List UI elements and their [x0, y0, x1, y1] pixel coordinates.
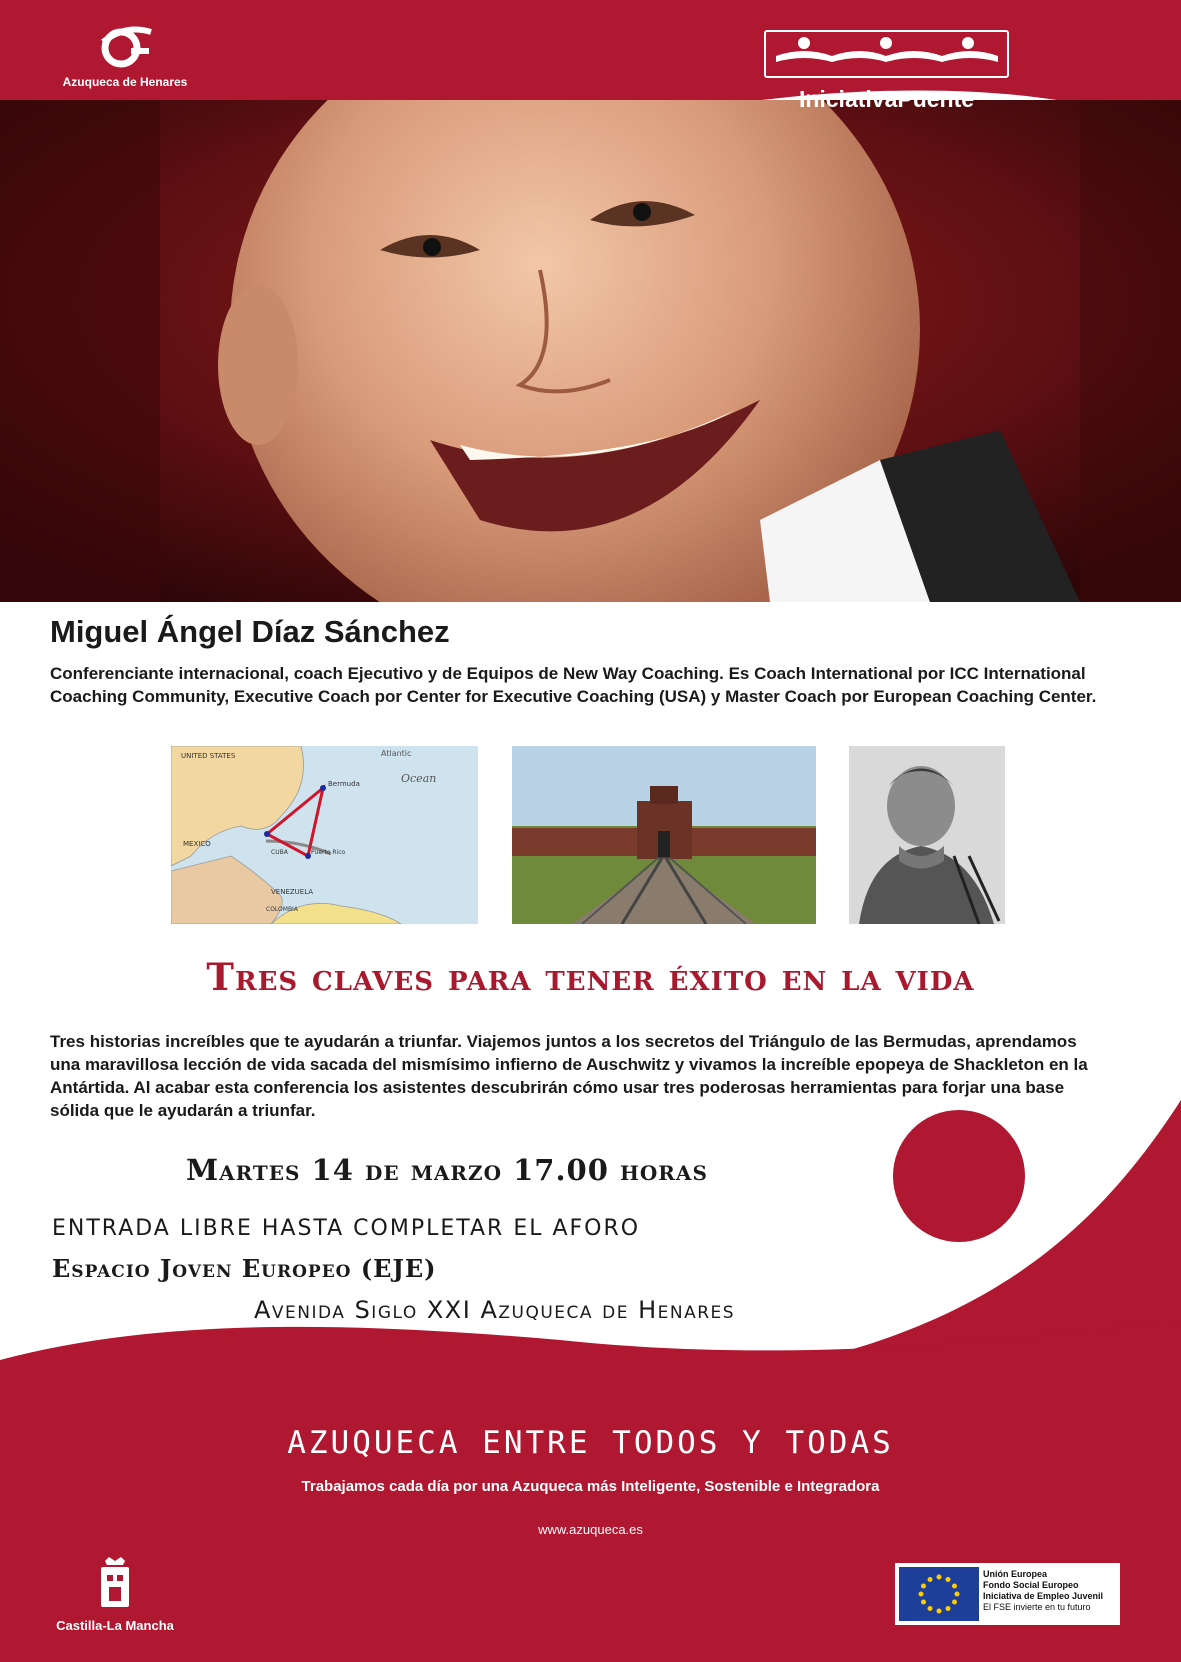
event-description: Tres historias increíbles que te ayudarán a triunfar. Viajemos juntos a los secretos del Triángulo de las Bermudas, aprendamos una maravillosa lección de vida sacada del mismísimo infierno de Auschwitz y vivamos la increíble epopeya de Shackleton en la Antártida. Al acabar esta conferencia los asistentes descubrirán cómo usar tres poderosas herramientas para forjar una base sólida que le ayudarán a triunfar.: [50, 1032, 1088, 1120]
map-label: Atlantic: [381, 749, 412, 758]
azuqueca-logo-text: Azuqueca de Henares: [62, 75, 188, 89]
three-people-logo-icon: [764, 30, 1009, 78]
speaker-bio: Conferenciante internacional, coach Ejecutivo y de Equipos de New Way Coaching. Es Coach International por ICC International Coaching Community, Executive Coach por Center for Executive Coaching (USA) y Master Coach por European Coaching Center.: [50, 664, 1097, 706]
event-date: Martes 14 de marzo 17.00 horas: [186, 1153, 708, 1187]
iniciativa-puente-text: IniciativaPuente: [798, 86, 975, 112]
azuqueca-logo: [50, 22, 200, 89]
event-address: Avenida Siglo XXI Azuqueca de Henares: [254, 1296, 736, 1324]
bermuda-triangle-map: [171, 746, 478, 924]
speaker-name: Miguel Ángel Díaz Sánchez: [50, 614, 450, 649]
map-label: CUBA: [271, 849, 288, 856]
eu-flag-icon: [899, 1567, 979, 1621]
eu-line-1: Unión Europea: [983, 1569, 1048, 1579]
map-label: COLOMBIA: [266, 906, 298, 913]
footer-url[interactable]: www.azuqueca.es: [538, 1522, 643, 1537]
map-label: Ocean: [401, 772, 437, 785]
auschwitz-gate-photo: [512, 746, 816, 924]
event-venue: Espacio Joven Europeo (EJE): [52, 1254, 437, 1283]
shackleton-portrait-photo: [849, 746, 1005, 924]
event-entry: ENTRADA LIBRE HASTA COMPLETAR EL AFORO: [52, 1216, 641, 1241]
speaker-photo: [0, 100, 1181, 602]
azuqueca-logo-icon: [95, 22, 155, 68]
castilla-la-mancha-logo: [50, 1555, 180, 1633]
eu-line-2: Fondo Social Europeo: [983, 1580, 1079, 1590]
event-title: Tres claves para tener éxito en la vida: [206, 955, 975, 999]
eu-line-4: El FSE invierte en tu futuro: [983, 1602, 1091, 1612]
map-label: Bermuda: [328, 780, 360, 788]
map-label: VENEZUELA: [271, 888, 314, 896]
map-label: Puerto Rico: [311, 849, 346, 856]
map-label: MEXICO: [183, 840, 211, 848]
footer-tagline: Trabajamos cada día por una Azuqueca más Inteligente, Sostenible e Integradora: [301, 1478, 880, 1495]
castle-crest-icon: [95, 1555, 135, 1611]
map-label: UNITED STATES: [181, 752, 236, 760]
footer-slogan: AZUQUECA ENTRE TODOS Y TODAS: [287, 1425, 894, 1461]
iniciativa-puente-logo: [764, 30, 1009, 113]
eu-funding-logo: [895, 1563, 1120, 1625]
eu-line-3: Iniciativa de Empleo Juvenil: [983, 1591, 1104, 1601]
castilla-la-mancha-text: Castilla-La Mancha: [56, 1618, 174, 1633]
